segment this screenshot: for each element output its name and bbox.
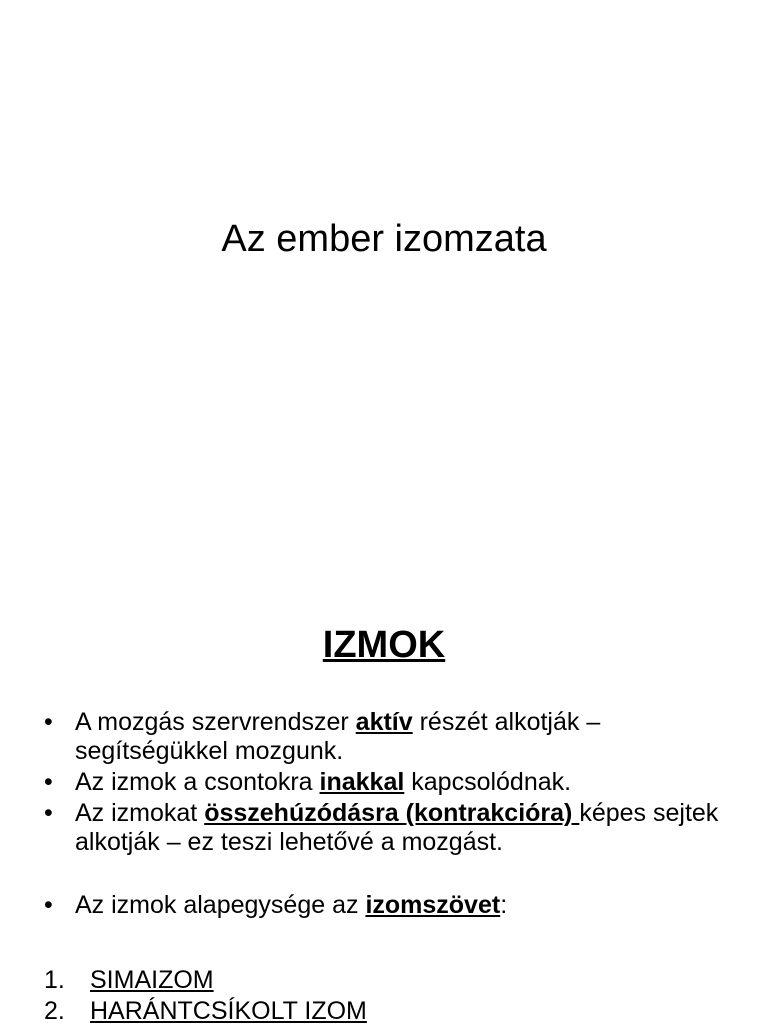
list-label: HARÁNTCSÍKOLT IZOM bbox=[90, 997, 367, 1024]
bullet-text-pre: Az izmokat bbox=[75, 799, 205, 827]
numbered-list bbox=[44, 966, 744, 1024]
bullet-text-post: kapcsolódnak. bbox=[404, 768, 572, 796]
bullet-text-pre: Az izmok a csontokra bbox=[75, 768, 320, 796]
numbered-item-smooth-muscle bbox=[44, 966, 744, 995]
bullet-keyword: izomszövet bbox=[365, 891, 501, 919]
bullet-item-active-part bbox=[44, 708, 744, 766]
bullet-text-pre: Az izmok alapegysége az bbox=[75, 891, 366, 919]
bullet-marker: • bbox=[44, 799, 53, 827]
bullet-text-post: részét alkotják – segítségükkel mozgunk. bbox=[75, 708, 601, 765]
bullet-marker: • bbox=[44, 708, 53, 736]
bullet-item-tendons bbox=[44, 768, 744, 797]
slide-title: Az ember izomzata bbox=[221, 218, 547, 260]
bullet-item-muscle-tissue bbox=[44, 891, 744, 920]
section-heading: IZMOK bbox=[322, 624, 446, 666]
bullet-item-contraction bbox=[44, 799, 744, 857]
bullet-text-pre: A mozgás szervrendszer bbox=[75, 708, 356, 736]
bullet-keyword: inakkal bbox=[319, 768, 405, 796]
list-number: 2. bbox=[44, 997, 65, 1024]
bullet-marker: • bbox=[44, 768, 53, 796]
list-number: 1. bbox=[44, 966, 65, 994]
bullet-marker: • bbox=[44, 891, 53, 919]
bullet-list bbox=[44, 708, 744, 922]
numbered-item-striated-muscle bbox=[44, 997, 744, 1024]
list-label: SIMAIZOM bbox=[90, 966, 214, 994]
bullet-keyword: aktív bbox=[355, 708, 413, 736]
bullet-text-post: képes sejtek alkotják – ez teszi lehetővé a mozgást. bbox=[75, 799, 719, 856]
bullet-text-post: : bbox=[500, 891, 508, 919]
bullet-keyword: összehúzódásra (kontrakcióra) bbox=[204, 799, 580, 827]
